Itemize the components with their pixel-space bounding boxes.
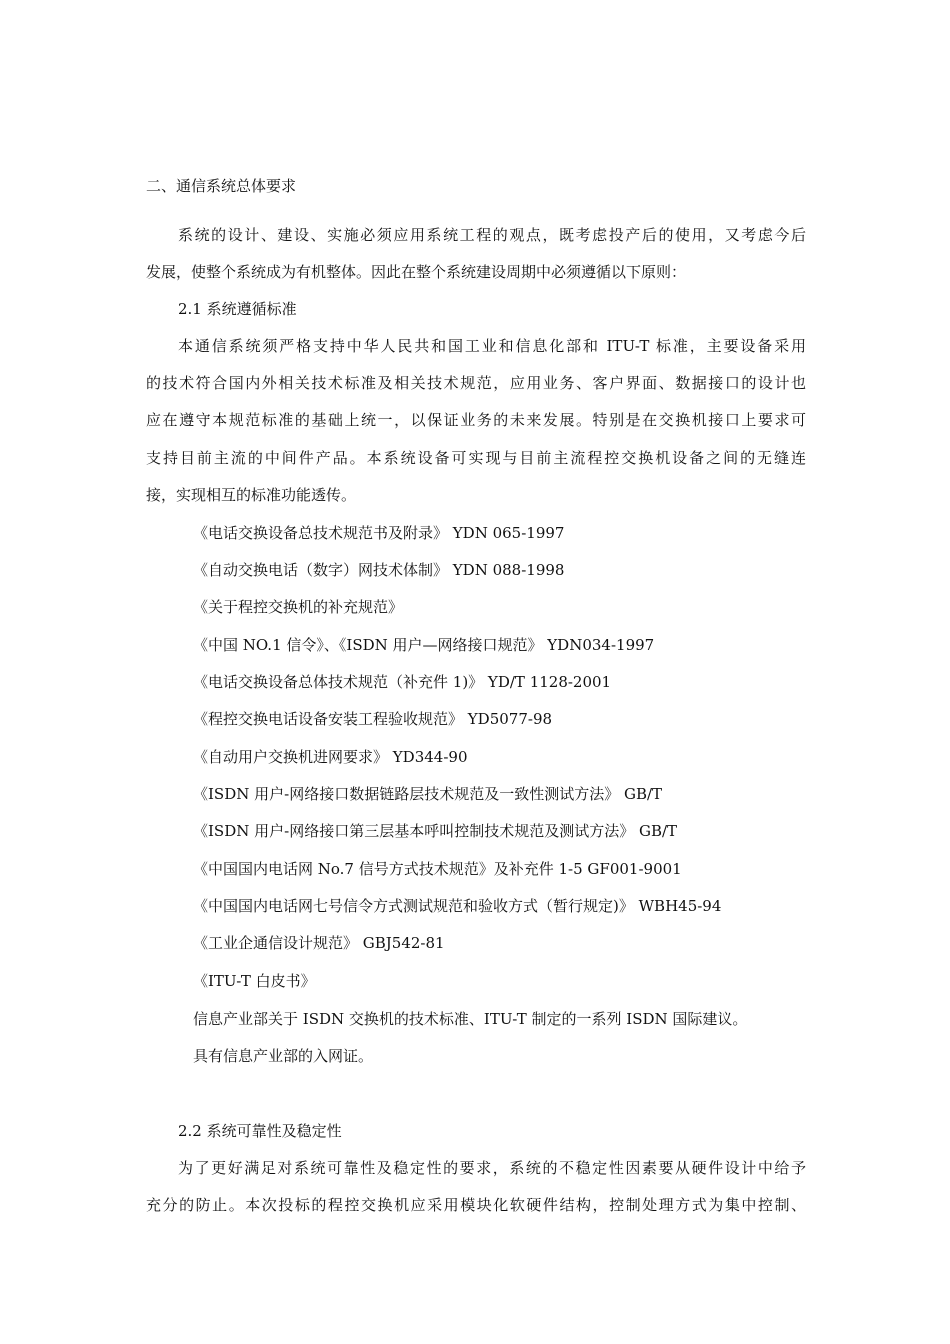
paragraph-line: 支持目前主流的中间件产品。本系统设备可实现与目前主流程控交换机设备之间的无缝连 — [146, 449, 806, 467]
standard-item: 《中国国内电话网七号信令方式测试规范和验收方式（暂行规定)》 WBH45-94 — [193, 897, 722, 915]
note-line-2: 具有信息产业部的入网证。 — [193, 1047, 374, 1065]
subsection-title-2-1: 2.1 系统遵循标准 — [178, 300, 297, 318]
standard-item: 《ISDN 用户-网络接口第三层基本呼叫控制技术规范及测试方法》 GB/T — [193, 822, 678, 840]
intro-line-1: 系统的设计、建设、实施必须应用系统工程的观点，既考虑投产后的使用，又考虑今后 — [178, 226, 806, 244]
standard-item: 《工业企通信设计规范》 GBJ542-81 — [193, 934, 445, 952]
standard-item: 《自动用户交换机进网要求》 YD344-90 — [193, 748, 468, 766]
standard-item: 《中国 NO.1 信令》、《ISDN 用户—网络接口规范》 YDN034-1997 — [193, 636, 655, 654]
intro-line-2: 发展，使整个系统成为有机整体。因此在整个系统建设周期中必须遵循以下原则： — [146, 263, 687, 281]
paragraph-line: 接，实现相互的标准功能透传。 — [146, 486, 357, 504]
section-heading: 二、通信系统总体要求 — [146, 177, 297, 195]
paragraph-line: 充分的防止。本次投标的程控交换机应采用模块化软硬件结构，控制处理方式为集中控制、 — [146, 1196, 806, 1214]
standard-item: 《中国国内电话网 No.7 信号方式技术规范》及补充件 1-5 GF001-9001 — [193, 860, 682, 878]
standard-item: 《电话交换设备总技术规范书及附录》 YDN 065-1997 — [193, 524, 565, 542]
standard-item: 《关于程控交换机的补充规范》 — [193, 598, 404, 616]
standard-item: 《程控交换电话设备安装工程验收规范》 YD5077-98 — [193, 710, 553, 728]
standard-item: 《ITU-T 白皮书》 — [193, 972, 316, 990]
standard-item: 《自动交换电话（数字）网技术体制》 YDN 088-1998 — [193, 561, 565, 579]
note-line-1: 信息产业部关于 ISDN 交换机的技术标准、ITU-T 制定的一系列 ISDN 国际建议。 — [193, 1010, 748, 1028]
standard-item: 《ISDN 用户-网络接口数据链路层技术规范及一致性测试方法》 GB/T — [193, 785, 663, 803]
paragraph-line: 应在遵守本规范标准的基础上统一，以保证业务的未来发展。特别是在交换机接口上要求可 — [146, 411, 806, 429]
paragraph-line: 本通信系统须严格支持中华人民共和国工业和信息化部和 ITU-T 标准，主要设备采用 — [178, 337, 806, 355]
subsection-title-2-2: 2.2 系统可靠性及稳定性 — [178, 1122, 342, 1140]
standard-item: 《电话交换设备总体技术规范（补充件 1)》 YD/T 1128-2001 — [193, 673, 612, 691]
paragraph-line: 的技术符合国内外相关技术标准及相关技术规范，应用业务、客户界面、数据接口的设计也 — [146, 374, 806, 392]
paragraph-line: 为了更好满足对系统可靠性及稳定性的要求，系统的不稳定性因素要从硬件设计中给予 — [178, 1159, 806, 1177]
